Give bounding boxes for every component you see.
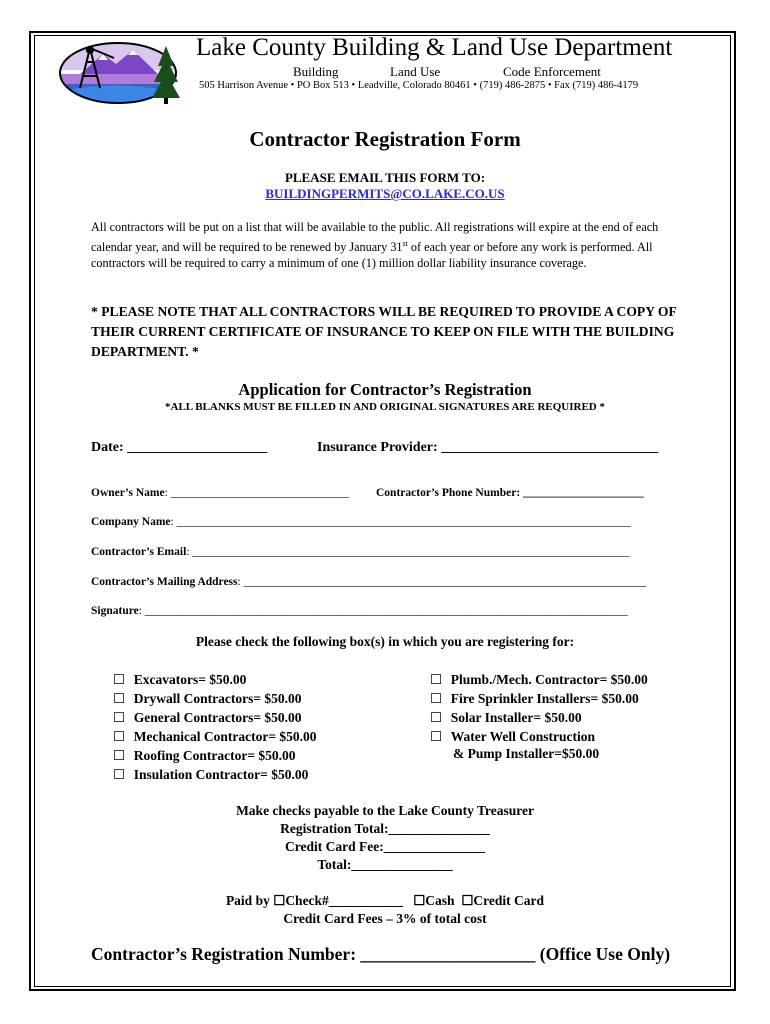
office-use-label: (Office Use Only): [535, 944, 671, 964]
checkbox-icon[interactable]: ☐: [113, 748, 126, 763]
mailing-label: Contractor’s Mailing Address: [91, 576, 238, 588]
checkbox-icon[interactable]: ☐: [113, 672, 126, 687]
department-divisions: [0, 64, 770, 80]
date-label: Date:: [91, 440, 124, 455]
checkbox-icon[interactable]: ☐: [430, 672, 443, 687]
credit-card-fees-note: Credit Card Fees – 3% of total cost: [283, 911, 487, 926]
checkbox-solar[interactable]: ☐ Solar Installer= $50.00: [430, 710, 582, 725]
checkbox-drywall[interactable]: ☐ Drywall Contractors= $50.00: [113, 691, 302, 706]
form-title: Contractor Registration Form: [249, 127, 521, 151]
division-land-use: Land Use: [390, 64, 441, 79]
phone-field[interactable]: [376, 487, 644, 499]
checkbox-icon[interactable]: ☐: [113, 767, 126, 782]
company-blank[interactable]: : _______________________________________________________________________________: [170, 516, 631, 528]
checkbox-icon[interactable]: ☐: [113, 691, 126, 706]
credit-card-fee[interactable]: Credit Card Fee:_______________: [285, 839, 485, 854]
insurance-provider-field[interactable]: [317, 440, 658, 456]
checks-payable-note: Make checks payable to the Lake County Treasurer: [236, 803, 534, 818]
checkbox-plumb-mech[interactable]: ☐ Plumb./Mech. Contractor= $50.00: [430, 672, 648, 687]
paid-by-row: [0, 893, 770, 909]
date-field[interactable]: [91, 440, 267, 456]
owner-name-field[interactable]: [91, 487, 349, 499]
company-label: Company Name: [91, 516, 171, 528]
owner-label: Owner’s Name: [91, 487, 165, 499]
checkbox-water-well-continuation: & Pump Installer=$50.00: [453, 746, 600, 761]
checkbox-water-well[interactable]: ☐ Water Well Construction: [430, 729, 595, 744]
registration-total[interactable]: Registration Total:_______________: [280, 821, 490, 836]
checkbox-excavators[interactable]: ☐ Excavators= $50.00: [113, 672, 247, 687]
application-title: Application for Contractor’s Registration: [238, 380, 532, 399]
division-building: Building: [293, 64, 339, 79]
checkbox-icon[interactable]: ☐: [430, 729, 443, 744]
checkbox-icon[interactable]: ☐: [430, 710, 443, 725]
phone-blank[interactable]: _____________________: [520, 487, 644, 499]
application-subtitle: *ALL BLANKS MUST BE FILLED IN AND ORIGINAL SIGNATURES ARE REQUIRED *: [165, 401, 605, 413]
check-number-field[interactable]: Check#___________: [285, 893, 404, 908]
date-blank[interactable]: ____________________: [127, 440, 268, 455]
contractor-email-label: Contractor’s Email: [91, 546, 187, 558]
paid-by-label: Paid by: [225, 893, 270, 908]
division-code-enforcement: Code Enforcement: [503, 64, 601, 79]
checkbox-insulation[interactable]: ☐ Insulation Contractor= $50.00: [113, 767, 309, 782]
intro-paragraph: All contractors will be put on a list that will be available to the public. All registrations will expire at the end of each calendar year, and will be required to be renewed by January 31st of each year or before any work is performed. All contractors will be required to carry a minimum of one (1) million dollar liability insurance coverage.: [91, 220, 659, 271]
mailing-blank[interactable]: : ______________________________________________________________________: [237, 576, 647, 588]
checkbox-icon[interactable]: ☐: [430, 691, 443, 706]
email-link[interactable]: BUILDINGPERMITS@CO.LAKE.CO.US: [265, 186, 505, 201]
checkbox-mechanical[interactable]: ☐ Mechanical Contractor= $50.00: [113, 729, 317, 744]
check-checkbox[interactable]: ☐: [273, 893, 286, 908]
registration-number-blank[interactable]: ____________________: [356, 944, 536, 964]
contractor-email-blank[interactable]: : ____________________________________________________________________________: [186, 546, 630, 558]
insurance-blank[interactable]: _______________________________: [441, 440, 659, 455]
checkbox-general[interactable]: ☐ General Contractors= $50.00: [113, 710, 302, 725]
insurance-label: Insurance Provider:: [317, 440, 438, 455]
department-address: 505 Harrison Avenue • PO Box 513 • Leadville, Colorado 80461 • (719) 486-2875 • Fax (719) 486-4179: [199, 80, 639, 91]
registration-number-field[interactable]: [91, 944, 670, 965]
department-title: Lake County Building & Land Use Department: [196, 34, 673, 61]
credit-card-checkbox[interactable]: ☐: [461, 893, 474, 908]
phone-label: Contractor’s Phone Number:: [376, 487, 521, 499]
company-name-field[interactable]: [91, 516, 631, 528]
signature-field[interactable]: [91, 605, 628, 617]
insurance-note: * PLEASE NOTE THAT ALL CONTRACTORS WILL BE REQUIRED TO PROVIDE A COPY OF THEIR CURRENT CERTIFICATE OF INSURANCE TO KEEP ON FILE WITH THE BUILDING DEPARTMENT. *: [91, 304, 677, 359]
mailing-address-field[interactable]: [91, 576, 646, 588]
credit-card-label: Credit Card: [473, 893, 545, 908]
contractor-email-field[interactable]: [91, 546, 629, 558]
checkbox-heading: Please check the following box(s) in which you are registering for:: [195, 634, 575, 649]
checkbox-fire-sprinkler[interactable]: ☐ Fire Sprinkler Installers= $50.00: [430, 691, 639, 706]
registration-number-label: Contractor’s Registration Number:: [91, 944, 357, 964]
total-field[interactable]: Total:_______________: [317, 857, 453, 872]
signature-blank[interactable]: : ____________________________________________________________________________________: [138, 605, 628, 617]
checkbox-icon[interactable]: ☐: [113, 710, 126, 725]
email-instruction: PLEASE EMAIL THIS FORM TO:: [284, 170, 486, 185]
checkbox-roofing[interactable]: ☐ Roofing Contractor= $50.00: [113, 748, 296, 763]
cash-label: Cash: [425, 893, 455, 908]
cash-checkbox[interactable]: ☐: [413, 893, 426, 908]
signature-label: Signature: [91, 605, 139, 617]
owner-blank[interactable]: : _______________________________: [164, 487, 349, 499]
checkbox-icon[interactable]: ☐: [113, 729, 126, 744]
